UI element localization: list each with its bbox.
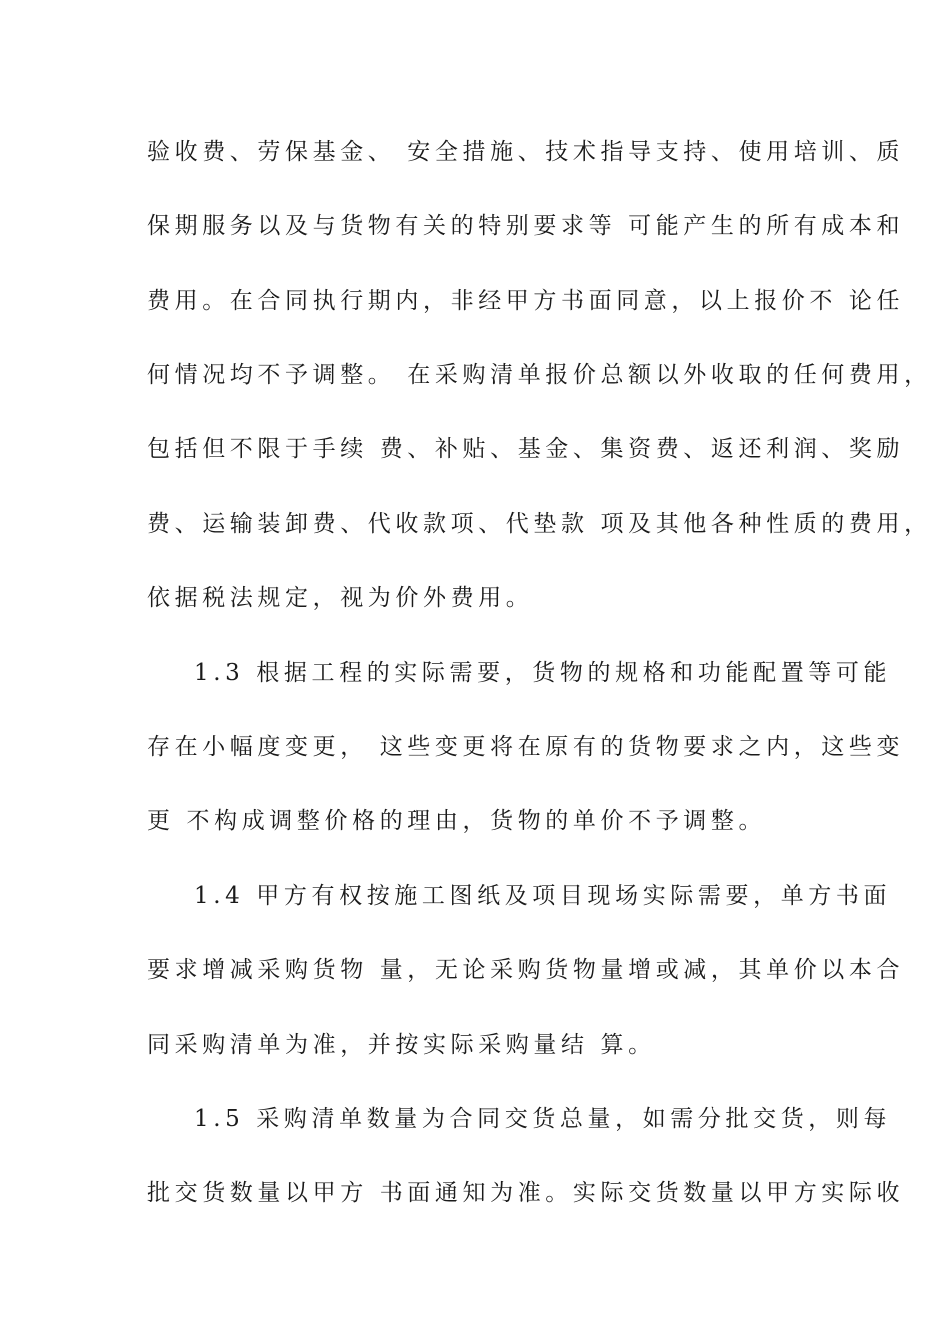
text-line: 批交货数量以甲方 书面通知为准。实际交货数量以甲方实际收 bbox=[147, 1180, 905, 1206]
text-line: 费、运输装卸费、代收款项、代垫款 项及其他各种性质的费用， bbox=[147, 511, 932, 537]
paragraph-1-4-start: 1.4 甲方有权按施工图纸及项目现场实际需要，单方书面 bbox=[194, 883, 892, 909]
text-line: 何情况均不予调整。 在采购清单报价总额以外收取的任何费用， bbox=[147, 362, 932, 388]
text-line: 保期服务以及与货物有关的特别要求等 可能产生的所有成本和 bbox=[147, 213, 905, 239]
text-line: 依据税法规定，视为价外费用。 bbox=[147, 585, 534, 611]
paragraph-1-3-start: 1.3 根据工程的实际需要，货物的规格和功能配置等可能 bbox=[194, 660, 892, 686]
text-line: 要求增减采购货物 量，无论采购货物量增或减，其单价以本合 bbox=[147, 957, 905, 983]
text-line: 验收费、劳保基金、 安全措施、技术指导支持、使用培训、质 bbox=[147, 139, 905, 165]
paragraph-1-5-start: 1.5 采购清单数量为合同交货总量，如需分批交货，则每 bbox=[194, 1106, 892, 1132]
text-line: 同采购清单为准，并按实际采购量结 算。 bbox=[147, 1032, 656, 1058]
text-line: 费用。在合同执行期内，非经甲方书面同意，以上报价不 论任 bbox=[147, 288, 905, 314]
text-line: 存在小幅度变更， 这些变更将在原有的货物要求之内，这些变 bbox=[147, 734, 905, 760]
text-line: 更 不构成调整价格的理由，货物的单价不予调整。 bbox=[147, 808, 767, 834]
text-line: 包括但不限于手续 费、补贴、基金、集资费、返还利润、奖励 bbox=[147, 436, 905, 462]
